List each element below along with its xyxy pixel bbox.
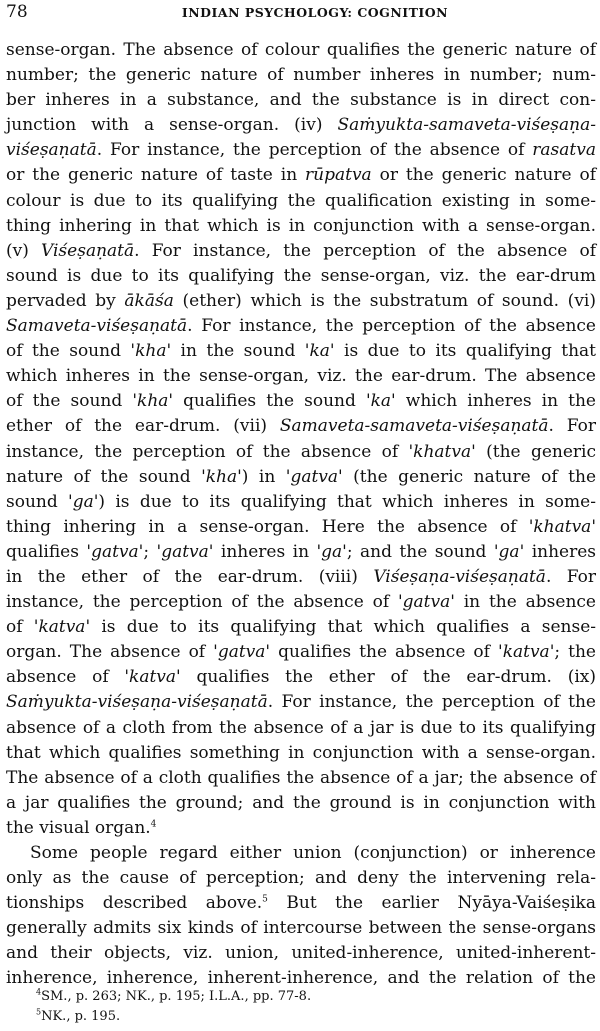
text-line: nature of the sound 'kha') in 'gatva' (the generic nature of the: [6, 466, 596, 487]
text-line: inherence, inherence, inherent-inherence, and the relation of the: [6, 968, 596, 989]
text-line: number; the generic nature of number inheres in number; num-: [6, 65, 596, 86]
text-line: sound is due to its qualifying the sense-organ, viz. the ear-drum: [6, 265, 596, 286]
text-line: Samaveta-viśeṣaṇatā. For instance, the perception of the absence: [6, 316, 596, 337]
text-line: Saṁyukta-viśeṣaṇa-viśeṣaṇatā. For instance, the perception of the: [6, 692, 596, 713]
text-line: absence of 'katva' qualifies the ether of the ear-drum. (ix): [6, 667, 596, 688]
italic-term: 'gatva': [213, 642, 271, 663]
footnote-ref: 5: [262, 894, 268, 905]
text-line: the visual organ.$^4$: [6, 817, 157, 838]
text-line: sense-organ. The absence of colour qualifies the generic nature of: [6, 40, 596, 60]
italic-term: Samaveta-samaveta-viśeṣaṇatā: [279, 416, 549, 437]
running-head: INDIAN PSYCHOLOGY: COGNITION: [181, 5, 449, 20]
text-line: and their objects, viz. union, united-inherence, united-inherent-: [6, 943, 596, 964]
italic-term: ākāśa: [124, 290, 174, 311]
paragraph-2: [6, 841, 596, 992]
text-line: which inheres in the sense-organ, viz. the ear-drum. The absence: [6, 366, 596, 387]
italic-term: 'khatva': [528, 516, 596, 537]
italic-term: rasatva: [532, 140, 596, 161]
italic-term: Samaveta-viśeṣaṇatā: [6, 316, 188, 337]
text-line: organ. The absence of 'gatva' qualifies the absence of 'katva'; the: [6, 642, 596, 663]
text-line: that which qualifies something in conjunction with a sense-organ.: [6, 742, 596, 763]
text-line: of the sound 'kha' in the sound 'ka' is due to its qualifying that: [6, 341, 596, 362]
text-line: a jar qualifies the ground; and the ground is in conjunction with: [6, 792, 596, 813]
italic-term: 'gatva': [156, 541, 214, 562]
text-line: colour is due to its qualifying the qualification existing in some-: [6, 190, 596, 211]
footnote-ref: 4: [150, 819, 157, 830]
footnote-mark: 5: [36, 1007, 42, 1017]
paragraph-1: [6, 38, 596, 841]
footnotes: [36, 987, 311, 1027]
text-line: or the generic nature of taste in rūpatva or the generic nature of: [6, 165, 596, 186]
text-line: (v) Viśeṣaṇatā. For instance, the perception of the absence of: [6, 240, 596, 261]
text-line: only as the cause of perception; and deny the intervening rela-: [6, 868, 596, 889]
body-text: [6, 38, 596, 992]
italic-term: 'ka': [365, 391, 396, 412]
text-line: instance, the perception of the absence of 'gatva' in the absence: [6, 592, 596, 613]
italic-term: Saṁyukta-viśeṣaṇa-viśeṣaṇatā: [6, 692, 268, 713]
text-line: sound 'ga') is due to its qualifying that which inheres in some-: [6, 491, 596, 512]
text-line: of 'katva' is due to its qualifying that which qualifies a sense-: [6, 617, 597, 638]
italic-term: 'ga': [316, 541, 347, 562]
text-line: thing inhering in a sense-organ. Here the absence of 'khatva': [6, 516, 596, 537]
text-line: viśeṣaṇatā. For instance, the perception of the absence of rasatva: [6, 140, 596, 161]
italic-term: 'kha': [132, 391, 174, 412]
italic-term: 'katva': [33, 617, 91, 638]
italic-term: Saṁyukta-samaveta-viśeṣaṇa-: [337, 115, 596, 136]
text-line: ber inheres in a substance, and the substance is in direct con-: [6, 90, 596, 111]
text-line: qualifies 'gatva'; 'gatva' inheres in 'ga'; and the sound 'ga' inheres: [6, 541, 596, 562]
italic-term: 'katva': [498, 642, 555, 663]
italic-term: Viśeṣaṇa-viśeṣaṇatā: [373, 566, 546, 587]
text-line: thing inhering in that which is in conjunction with a sense-organ.: [6, 215, 596, 236]
page-number: 78: [6, 2, 28, 22]
italic-term: 'ga': [493, 541, 525, 562]
text-line: of the sound 'kha' qualifies the sound 'ka' which inheres in the: [6, 391, 596, 412]
footnote-text: SM., p. 263; NK., p. 195; I.L.A., pp. 77-8.: [41, 989, 312, 1004]
italic-term: viśeṣaṇatā: [6, 140, 97, 161]
footnote: [36, 987, 311, 1007]
italic-term: 'khatva': [408, 441, 476, 462]
text-line: instance, the perception of the absence of 'khatva' (the generic: [6, 441, 596, 462]
text-line: tionships described above.$^5$ But the earlier Nyāya-Vaiśeṣika: [6, 893, 596, 914]
italic-term: rūpatva: [305, 165, 372, 186]
italic-term: 'gatva': [86, 541, 144, 562]
italic-term: 'ka': [304, 341, 335, 362]
text-line: generally admits six kinds of intercourse between the sense-organs: [6, 918, 596, 939]
italic-term: 'katva': [124, 667, 181, 688]
footnote: [36, 1007, 311, 1027]
text-line: The absence of a cloth qualifies the absence of a jar; the absence of: [6, 767, 596, 788]
footnote-mark: 4: [36, 987, 42, 997]
text-line: pervaded by ākāśa (ether) which is the substratum of sound. (vi): [6, 290, 596, 311]
italic-term: Viśeṣaṇatā: [41, 240, 135, 261]
text-line: absence of a cloth from the absence of a jar is due to its qualifying: [6, 717, 596, 738]
text-line: Some people regard either union (conjunction) or inherence: [30, 843, 596, 863]
italic-term: 'ga': [68, 491, 99, 512]
italic-term: 'kha': [201, 466, 242, 487]
footnote-text: NK., p. 195.: [41, 1009, 121, 1024]
text-line: ether of the ear-drum. (vii) Samaveta-samaveta-viśeṣaṇatā. For: [6, 416, 596, 437]
text-line: in the ether of the ear-drum. (viii) Viśeṣaṇa-viśeṣaṇatā. For: [6, 566, 596, 587]
italic-term: 'gatva': [397, 592, 455, 613]
text-line: junction with a sense-organ. (iv) Saṁyukta-samaveta-viśeṣaṇa-: [6, 115, 596, 136]
page-header: [6, 2, 594, 24]
italic-term: 'gatva': [285, 466, 343, 487]
italic-term: 'kha': [130, 341, 172, 362]
